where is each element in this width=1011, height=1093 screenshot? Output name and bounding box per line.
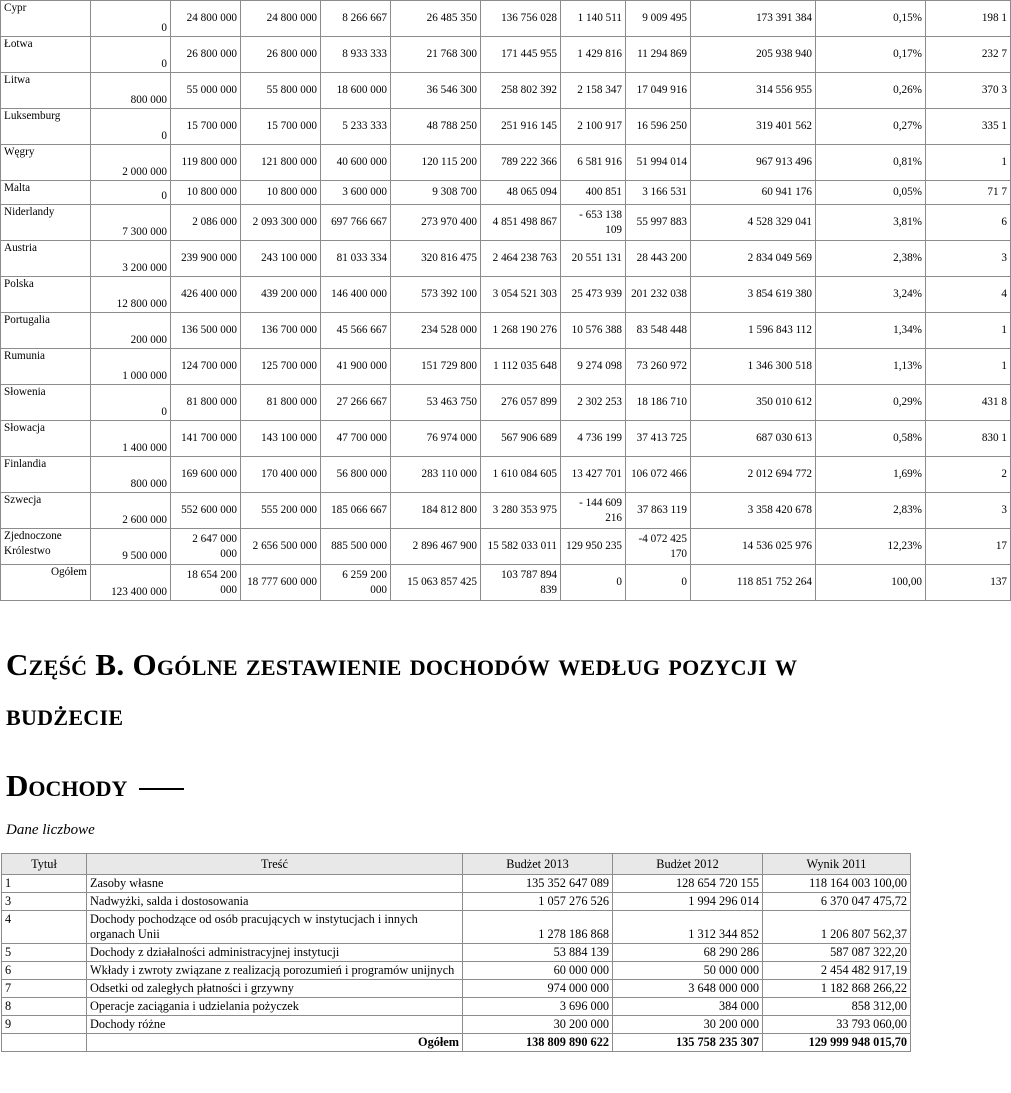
table-row: [1, 277, 1011, 313]
value-cell: 146 400 000: [321, 277, 391, 313]
value-cell: 17 049 916: [626, 73, 691, 109]
value-cell: 73 260 972: [626, 349, 691, 385]
value-cell: 4 528 329 041: [691, 205, 816, 241]
value-cell: 885 500 000: [321, 529, 391, 565]
table-row: [1, 313, 1011, 349]
country-cell: Polska: [1, 277, 91, 313]
value-cell: 81 800 000: [171, 385, 241, 421]
revenue-summary-table: [1, 853, 911, 1052]
description-cell: Nadwyżki, salda i dostosowania: [87, 893, 463, 911]
value-cell: 198 1: [926, 1, 1011, 37]
table-row: [1, 73, 1011, 109]
value-cell: 21 768 300: [391, 37, 481, 73]
value-cell: 276 057 899: [481, 385, 561, 421]
value-cell: 15 063 857 425: [391, 565, 481, 601]
value-cell: - 144 609 216: [561, 493, 626, 529]
revenue-heading-text: Dochody: [6, 768, 128, 803]
value-cell: 28 443 200: [626, 241, 691, 277]
value-cell: 5 233 333: [321, 109, 391, 145]
value-cell: 125 700 000: [241, 349, 321, 385]
value-cell: 2 000 000: [91, 145, 171, 181]
value-cell: 0,15%: [816, 1, 926, 37]
header-budzet-2013: Budżet 2013: [463, 854, 613, 875]
table-row: [1, 241, 1011, 277]
wynik-2011-cell: 33 793 060,00: [763, 1016, 911, 1034]
value-cell: 3,24%: [816, 277, 926, 313]
budzet-2012-cell: 3 648 000 000: [613, 980, 763, 998]
value-cell: - 653 138 109: [561, 205, 626, 241]
table-row: [2, 875, 911, 893]
value-cell: 18 600 000: [321, 73, 391, 109]
country-cell: Niderlandy: [1, 205, 91, 241]
value-cell: 2 158 347: [561, 73, 626, 109]
value-cell: 12 800 000: [91, 277, 171, 313]
value-cell: 1 346 300 518: [691, 349, 816, 385]
header-budzet-2012: Budżet 2012: [613, 854, 763, 875]
budzet-2012-cell: 30 200 000: [613, 1016, 763, 1034]
budzet-2013-cell: 60 000 000: [463, 962, 613, 980]
value-cell: 123 400 000: [91, 565, 171, 601]
title-number-cell: 6: [2, 962, 87, 980]
value-cell: 1: [926, 349, 1011, 385]
value-cell: 555 200 000: [241, 493, 321, 529]
value-cell: 15 700 000: [241, 109, 321, 145]
value-cell: 55 997 883: [626, 205, 691, 241]
value-cell: 100,00: [816, 565, 926, 601]
value-cell: 136 500 000: [171, 313, 241, 349]
total-row: [2, 1034, 911, 1052]
country-cell: Austria: [1, 241, 91, 277]
value-cell: 48 788 250: [391, 109, 481, 145]
value-cell: 13 427 701: [561, 457, 626, 493]
table-row: [2, 911, 911, 944]
value-cell: 55 000 000: [171, 73, 241, 109]
description-cell: Operacje zaciągania i udzielania pożyczek: [87, 998, 463, 1016]
country-cell: Łotwa: [1, 37, 91, 73]
value-cell: 10 576 388: [561, 313, 626, 349]
value-cell: 0: [91, 181, 171, 205]
value-cell: 567 906 689: [481, 421, 561, 457]
table-row: [1, 145, 1011, 181]
title-number-cell: 3: [2, 893, 87, 911]
value-cell: 830 1: [926, 421, 1011, 457]
value-cell: 314 556 955: [691, 73, 816, 109]
value-cell: 36 546 300: [391, 73, 481, 109]
country-cell: Litwa: [1, 73, 91, 109]
wynik-2011-cell: 118 164 003 100,00: [763, 875, 911, 893]
value-cell: 16 596 250: [626, 109, 691, 145]
value-cell: 4: [926, 277, 1011, 313]
value-cell: 171 445 955: [481, 37, 561, 73]
revenue-heading: [6, 766, 184, 806]
value-cell: 6: [926, 205, 1011, 241]
title-number-cell: 4: [2, 911, 87, 944]
table-row: [1, 205, 1011, 241]
value-cell: 169 600 000: [171, 457, 241, 493]
value-cell: 0: [561, 565, 626, 601]
value-cell: 0,81%: [816, 145, 926, 181]
budzet-2012-cell: 68 290 286: [613, 944, 763, 962]
value-cell: 2: [926, 457, 1011, 493]
budzet-2012-cell: 128 654 720 155: [613, 875, 763, 893]
figures-label: Dane liczbowe: [6, 822, 95, 838]
value-cell: 137: [926, 565, 1011, 601]
budzet-2012-cell: 50 000 000: [613, 962, 763, 980]
value-cell: 2 302 253: [561, 385, 626, 421]
header-tresc: Treść: [87, 854, 463, 875]
value-cell: 283 110 000: [391, 457, 481, 493]
value-cell: 232 7: [926, 37, 1011, 73]
description-cell: Dochody różne: [87, 1016, 463, 1034]
value-cell: 11 294 869: [626, 37, 691, 73]
value-cell: 15 582 033 011: [481, 529, 561, 565]
value-cell: 37 413 725: [626, 421, 691, 457]
value-cell: 0,17%: [816, 37, 926, 73]
value-cell: 0: [91, 385, 171, 421]
value-cell: 124 700 000: [171, 349, 241, 385]
total-budzet-2012: 135 758 235 307: [613, 1034, 763, 1052]
value-cell: 12,23%: [816, 529, 926, 565]
value-cell: 103 787 894 839: [481, 565, 561, 601]
value-cell: 2 100 917: [561, 109, 626, 145]
description-cell: Wkłady i zwroty związane z realizacją porozumień i programów unijnych: [87, 962, 463, 980]
country-cell: Finlandia: [1, 457, 91, 493]
table-row: [1, 457, 1011, 493]
value-cell: 800 000: [91, 457, 171, 493]
table-row: [1, 529, 1011, 565]
table-row: [1, 1, 1011, 37]
value-cell: 2 012 694 772: [691, 457, 816, 493]
value-cell: 141 700 000: [171, 421, 241, 457]
value-cell: 200 000: [91, 313, 171, 349]
value-cell: 234 528 000: [391, 313, 481, 349]
description-cell: Dochody pochodzące od osób pracujących w instytucjach i innych organach Unii: [87, 911, 463, 944]
value-cell: 41 900 000: [321, 349, 391, 385]
title-number-cell: 7: [2, 980, 87, 998]
country-cell: Szwecja: [1, 493, 91, 529]
value-cell: 151 729 800: [391, 349, 481, 385]
table-row: [1, 181, 1011, 205]
value-cell: 3: [926, 493, 1011, 529]
value-cell: 129 950 235: [561, 529, 626, 565]
value-cell: 25 473 939: [561, 277, 626, 313]
value-cell: 2 464 238 763: [481, 241, 561, 277]
value-cell: 0: [91, 37, 171, 73]
value-cell: 426 400 000: [171, 277, 241, 313]
value-cell: 6 259 200 000: [321, 565, 391, 601]
title-number-cell: 1: [2, 875, 87, 893]
table-row: [1, 385, 1011, 421]
value-cell: 136 700 000: [241, 313, 321, 349]
table-row: [1, 349, 1011, 385]
value-cell: 1: [926, 145, 1011, 181]
country-cell: Luksemburg: [1, 109, 91, 145]
table-row: [1, 493, 1011, 529]
value-cell: 201 232 038: [626, 277, 691, 313]
value-cell: 251 916 145: [481, 109, 561, 145]
value-cell: 83 548 448: [626, 313, 691, 349]
value-cell: 789 222 366: [481, 145, 561, 181]
value-cell: 2 600 000: [91, 493, 171, 529]
table-row: [2, 980, 911, 998]
heading-dash: [139, 788, 184, 790]
value-cell: 2,83%: [816, 493, 926, 529]
value-cell: 173 391 384: [691, 1, 816, 37]
value-cell: 170 400 000: [241, 457, 321, 493]
value-cell: 55 800 000: [241, 73, 321, 109]
value-cell: 14 536 025 976: [691, 529, 816, 565]
value-cell: 106 072 466: [626, 457, 691, 493]
value-cell: 1 000 000: [91, 349, 171, 385]
value-cell: 26 485 350: [391, 1, 481, 37]
value-cell: 15 700 000: [171, 109, 241, 145]
value-cell: 697 766 667: [321, 205, 391, 241]
value-cell: 3 358 420 678: [691, 493, 816, 529]
country-cell: Rumunia: [1, 349, 91, 385]
value-cell: 0,05%: [816, 181, 926, 205]
value-cell: 3 854 619 380: [691, 277, 816, 313]
value-cell: 48 065 094: [481, 181, 561, 205]
description-cell: Odsetki od zaległych płatności i grzywny: [87, 980, 463, 998]
value-cell: 71 7: [926, 181, 1011, 205]
table-row: [1, 421, 1011, 457]
value-cell: 552 600 000: [171, 493, 241, 529]
value-cell: 2 647 000 000: [171, 529, 241, 565]
value-cell: 18 186 710: [626, 385, 691, 421]
budzet-2013-cell: 53 884 139: [463, 944, 613, 962]
wynik-2011-cell: 1 182 868 266,22: [763, 980, 911, 998]
value-cell: 0,27%: [816, 109, 926, 145]
table-row: [2, 944, 911, 962]
value-cell: 1 610 084 605: [481, 457, 561, 493]
value-cell: 2,38%: [816, 241, 926, 277]
country-cell: Węgry: [1, 145, 91, 181]
value-cell: 1 400 000: [91, 421, 171, 457]
value-cell: 2 896 467 900: [391, 529, 481, 565]
value-cell: 184 812 800: [391, 493, 481, 529]
value-cell: 439 200 000: [241, 277, 321, 313]
value-cell: 1 429 816: [561, 37, 626, 73]
table-row: [2, 962, 911, 980]
value-cell: 687 030 613: [691, 421, 816, 457]
value-cell: 400 851: [561, 181, 626, 205]
country-cell: Ogółem: [1, 565, 91, 601]
value-cell: 3 200 000: [91, 241, 171, 277]
value-cell: 18 654 200 000: [171, 565, 241, 601]
value-cell: 2 656 500 000: [241, 529, 321, 565]
country-cell: Zjednoczone Królestwo: [1, 529, 91, 565]
table-row: [2, 893, 911, 911]
value-cell: 9 009 495: [626, 1, 691, 37]
value-cell: 81 033 334: [321, 241, 391, 277]
value-cell: 3 280 353 975: [481, 493, 561, 529]
value-cell: 47 700 000: [321, 421, 391, 457]
value-cell: 119 800 000: [171, 145, 241, 181]
header-wynik-2011: Wynik 2011: [763, 854, 911, 875]
title-number-cell: 8: [2, 998, 87, 1016]
value-cell: 9 274 098: [561, 349, 626, 385]
value-cell: 3 166 531: [626, 181, 691, 205]
value-cell: 2 093 300 000: [241, 205, 321, 241]
budzet-2013-cell: 3 696 000: [463, 998, 613, 1016]
table-row: [2, 998, 911, 1016]
value-cell: -4 072 425 170: [626, 529, 691, 565]
value-cell: 3,81%: [816, 205, 926, 241]
value-cell: 258 802 392: [481, 73, 561, 109]
value-cell: 143 100 000: [241, 421, 321, 457]
value-cell: 1 596 843 112: [691, 313, 816, 349]
value-cell: 136 756 028: [481, 1, 561, 37]
value-cell: 53 463 750: [391, 385, 481, 421]
value-cell: 273 970 400: [391, 205, 481, 241]
budzet-2012-cell: 1 994 296 014: [613, 893, 763, 911]
budzet-2012-cell: 1 312 344 852: [613, 911, 763, 944]
value-cell: 118 851 752 264: [691, 565, 816, 601]
table-row: [1, 565, 1011, 601]
value-cell: 4 736 199: [561, 421, 626, 457]
value-cell: 320 816 475: [391, 241, 481, 277]
value-cell: 56 800 000: [321, 457, 391, 493]
table-row: [2, 1016, 911, 1034]
country-cell: Słowenia: [1, 385, 91, 421]
value-cell: 4 851 498 867: [481, 205, 561, 241]
description-cell: Zasoby własne: [87, 875, 463, 893]
value-cell: 0,29%: [816, 385, 926, 421]
total-spacer: [2, 1034, 87, 1052]
value-cell: 319 401 562: [691, 109, 816, 145]
total-label: Ogółem: [87, 1034, 463, 1052]
value-cell: 40 600 000: [321, 145, 391, 181]
country-cell: Cypr: [1, 1, 91, 37]
value-cell: 205 938 940: [691, 37, 816, 73]
value-cell: 17: [926, 529, 1011, 565]
title-number-cell: 5: [2, 944, 87, 962]
value-cell: 370 3: [926, 73, 1011, 109]
value-cell: 967 913 496: [691, 145, 816, 181]
country-cell: Portugalia: [1, 313, 91, 349]
value-cell: 76 974 000: [391, 421, 481, 457]
value-cell: 0,58%: [816, 421, 926, 457]
country-cell: Malta: [1, 181, 91, 205]
total-wynik-2011: 129 999 948 015,70: [763, 1034, 911, 1052]
header-tytul: Tytuł: [2, 854, 87, 875]
part-b-heading: Część B. Ogólne zestawienie dochodów według pozycji w budżecie: [6, 647, 798, 732]
value-cell: 7 300 000: [91, 205, 171, 241]
total-budzet-2013: 138 809 890 622: [463, 1034, 613, 1052]
value-cell: 0: [626, 565, 691, 601]
value-cell: 3 054 521 303: [481, 277, 561, 313]
value-cell: 0,26%: [816, 73, 926, 109]
value-cell: 1 112 035 648: [481, 349, 561, 385]
value-cell: 0: [91, 109, 171, 145]
value-cell: 9 500 000: [91, 529, 171, 565]
value-cell: 8 933 333: [321, 37, 391, 73]
budzet-2012-cell: 384 000: [613, 998, 763, 1016]
value-cell: 1: [926, 313, 1011, 349]
budzet-2013-cell: 1 057 276 526: [463, 893, 613, 911]
value-cell: 3 600 000: [321, 181, 391, 205]
value-cell: 18 777 600 000: [241, 565, 321, 601]
wynik-2011-cell: 2 454 482 917,19: [763, 962, 911, 980]
value-cell: 350 010 612: [691, 385, 816, 421]
table-row: [1, 37, 1011, 73]
value-cell: 20 551 131: [561, 241, 626, 277]
value-cell: 6 581 916: [561, 145, 626, 181]
value-cell: 185 066 667: [321, 493, 391, 529]
value-cell: 1,34%: [816, 313, 926, 349]
value-cell: 81 800 000: [241, 385, 321, 421]
value-cell: 9 308 700: [391, 181, 481, 205]
wynik-2011-cell: 858 312,00: [763, 998, 911, 1016]
value-cell: 573 392 100: [391, 277, 481, 313]
value-cell: 8 266 667: [321, 1, 391, 37]
value-cell: 120 115 200: [391, 145, 481, 181]
value-cell: 431 8: [926, 385, 1011, 421]
value-cell: 800 000: [91, 73, 171, 109]
value-cell: 3: [926, 241, 1011, 277]
value-cell: 1,69%: [816, 457, 926, 493]
country-cell: Słowacja: [1, 421, 91, 457]
value-cell: 37 863 119: [626, 493, 691, 529]
title-number-cell: 9: [2, 1016, 87, 1034]
value-cell: 1,13%: [816, 349, 926, 385]
value-cell: 239 900 000: [171, 241, 241, 277]
value-cell: 2 086 000: [171, 205, 241, 241]
value-cell: 2 834 049 569: [691, 241, 816, 277]
table-row: [1, 109, 1011, 145]
value-cell: 26 800 000: [241, 37, 321, 73]
wynik-2011-cell: 1 206 807 562,37: [763, 911, 911, 944]
wynik-2011-cell: 587 087 322,20: [763, 944, 911, 962]
budzet-2013-cell: 135 352 647 089: [463, 875, 613, 893]
value-cell: 335 1: [926, 109, 1011, 145]
value-cell: 45 566 667: [321, 313, 391, 349]
value-cell: 24 800 000: [241, 1, 321, 37]
value-cell: 1 268 190 276: [481, 313, 561, 349]
value-cell: 243 100 000: [241, 241, 321, 277]
value-cell: 1 140 511: [561, 1, 626, 37]
value-cell: 51 994 014: [626, 145, 691, 181]
value-cell: 60 941 176: [691, 181, 816, 205]
wynik-2011-cell: 6 370 047 475,72: [763, 893, 911, 911]
budzet-2013-cell: 974 000 000: [463, 980, 613, 998]
budzet-2013-cell: 1 278 186 868: [463, 911, 613, 944]
value-cell: 27 266 667: [321, 385, 391, 421]
value-cell: 0: [91, 1, 171, 37]
table-header-row: [2, 854, 911, 875]
value-cell: 10 800 000: [171, 181, 241, 205]
budzet-2013-cell: 30 200 000: [463, 1016, 613, 1034]
description-cell: Dochody z działalności administracyjnej instytucji: [87, 944, 463, 962]
value-cell: 10 800 000: [241, 181, 321, 205]
value-cell: 121 800 000: [241, 145, 321, 181]
value-cell: 24 800 000: [171, 1, 241, 37]
value-cell: 26 800 000: [171, 37, 241, 73]
